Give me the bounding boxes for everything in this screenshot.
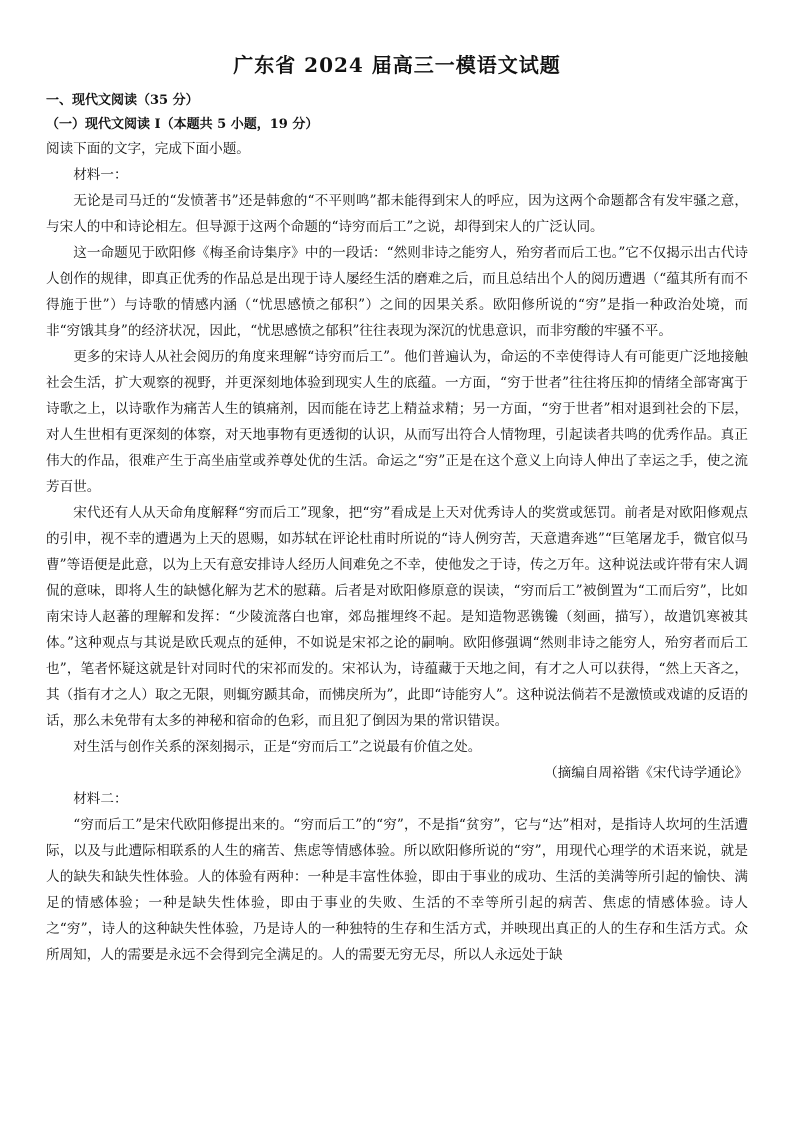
- material-1-paragraph-3: 更多的宋诗人从社会阅历的角度来理解“诗穷而后工”。他们普遍认为，命运的不幸使得诗人有可能更广泛地接触社会生活，扩大观察的视野，并更深刻地体验到现实人生的底蕴。一方面，“穷于世者”往往将压抑的情绪全部寄寓于诗歌之上，以诗歌作为痛苦人生的镇痛剂，因而能在诗艺上精益求精；另一方面，“穷于世者”相对退到社会的下层，对人生世相有更深刻的体察，对天地事物有更透彻的认识，从而写出符合人情物理，引起读者共鸣的优秀作品。真正伟大的作品，很难产生于高坐庙堂或养尊处优的生活。命运之“穷”正是在这个意义上向诗人伸出了幸运之手，使之流芳百世。: [46, 349, 748, 495]
- material-2-paragraph-1: “穷而后工”是宋代欧阳修提出来的。“穷而后工”的“穷”，不是指“贫穷”，它与“达”相对，是指诗人坎坷的生活遭际，以及与此遭际相联系的人生的痛苦、焦虑等情感体验。所以欧阳修所说的“穷”，用现代心理学的术语来说，就是人的缺失和缺失性体验。人的体验有两种：一种是丰富性体验，即由于事业的成功、生活的美满等所引起的愉快、满足的情感体验；一种是缺失性体验，即由于事业的失败、生活的不幸等所引起的病苦、焦虑的情感体验。诗人之“穷”，诗人的这种缺失性体验，乃是诗人的一种独特的生存和生活方式，并映现出真正的人的生存和生活方式。众所周知，人的需要是永远不会得到完全满足的。人的需要无穷无尽，所以人永远处于缺: [46, 817, 748, 963]
- material-1-label: 材料一：: [73, 167, 128, 183]
- material-1-source: （摘编自周裕锴《宋代诗学通论》: [544, 765, 748, 781]
- material-1-paragraph-1: 无论是司马迁的“发愤著书”还是韩愈的“不平则鸣”都未能得到宋人的呼应，因为这两个命题都含有发牢骚之意，与宋人的中和诗论相左。但导源于这两个命题的“诗穷而后工”之说，却得到宋人的广泛认同。: [46, 193, 748, 235]
- material-1-paragraph-4: 宋代还有人从天命角度解释“穷而后工”现象，把“穷”看成是上天对优秀诗人的奖赏或惩罚。前者是对欧阳修观点的引申，视不幸的遭遇为上天的恩赐，如苏轼在评论杜甫时所说的“诗人例穷苦，天意遣奔逃”“巨笔屠龙手，微官似马曹”等语便是此意，以为上天有意安排诗人经历人间难免之不幸，使他发之于诗，传之万年。这种说法或许带有宋人调侃的意味，即将人生的缺憾化解为艺术的慰藉。后者是对欧阳修原意的误读，“穷而后工”被倒置为“工而后穷”，比如南宋诗人赵蕃的理解和发挥：“少陵流落白也窜，郊岛摧埋终不起。是知造物恶镌镵（刻画，描写），故遣饥寒被其体。”这种观点与其说是欧氏观点的延伸，不如说是宋祁之论的嗣响。欧阳修强调“然则非诗之能穷人，殆穷者而后工也”，笔者怀疑这就是针对同时代的宋祁而发的。宋祁认为，诗蕴藏于天地之间，有才之人可以获得，“然上天吝之，其（指有才之人）取之无限，则辄穷踬其命，而怫戾所为”，此即“诗能穷人”。这种说法倘若不是激愤或戏谑的反语的话，那么未免带有太多的神秘和宿命的色彩，而且犯了倒因为果的常识错误。: [46, 505, 748, 729]
- subsection-heading: （一）现代文阅读 I（本题共 5 小题，19 分）: [46, 117, 319, 132]
- page-title: 广东省 2024 届高三一模语文试题: [233, 53, 561, 77]
- instruction-text: 阅读下面的文字，完成下面小题。: [46, 141, 250, 157]
- material-1-paragraph-5: 对生活与创作关系的深刻揭示，正是“穷而后工”之说最有价值之处。: [73, 739, 482, 755]
- material-1-paragraph-2: 这一命题见于欧阳修《梅圣俞诗集序》中的一段话：“然则非诗之能穷人，殆穷者而后工也。”它不仅揭示出古代诗人创作的规律，即真正优秀的作品总是出现于诗人屡经生活的磨难之后，而且总结出个人的阅历遭遇（“蕴其所有而不得施于世”）与诗歌的情感内涵（“忧思感愤之郁积”）之间的因果关系。欧阳修所说的“穷”是指一种政治处境，而非“穷饿其身”的经济状况，因此，“忧思感愤之郁积”往往表现为深沉的忧患意识，而非穷酸的牢骚不平。: [46, 245, 748, 339]
- material-2-label: 材料二：: [73, 791, 128, 807]
- section-heading: 一、现代文阅读（35 分）: [46, 93, 199, 108]
